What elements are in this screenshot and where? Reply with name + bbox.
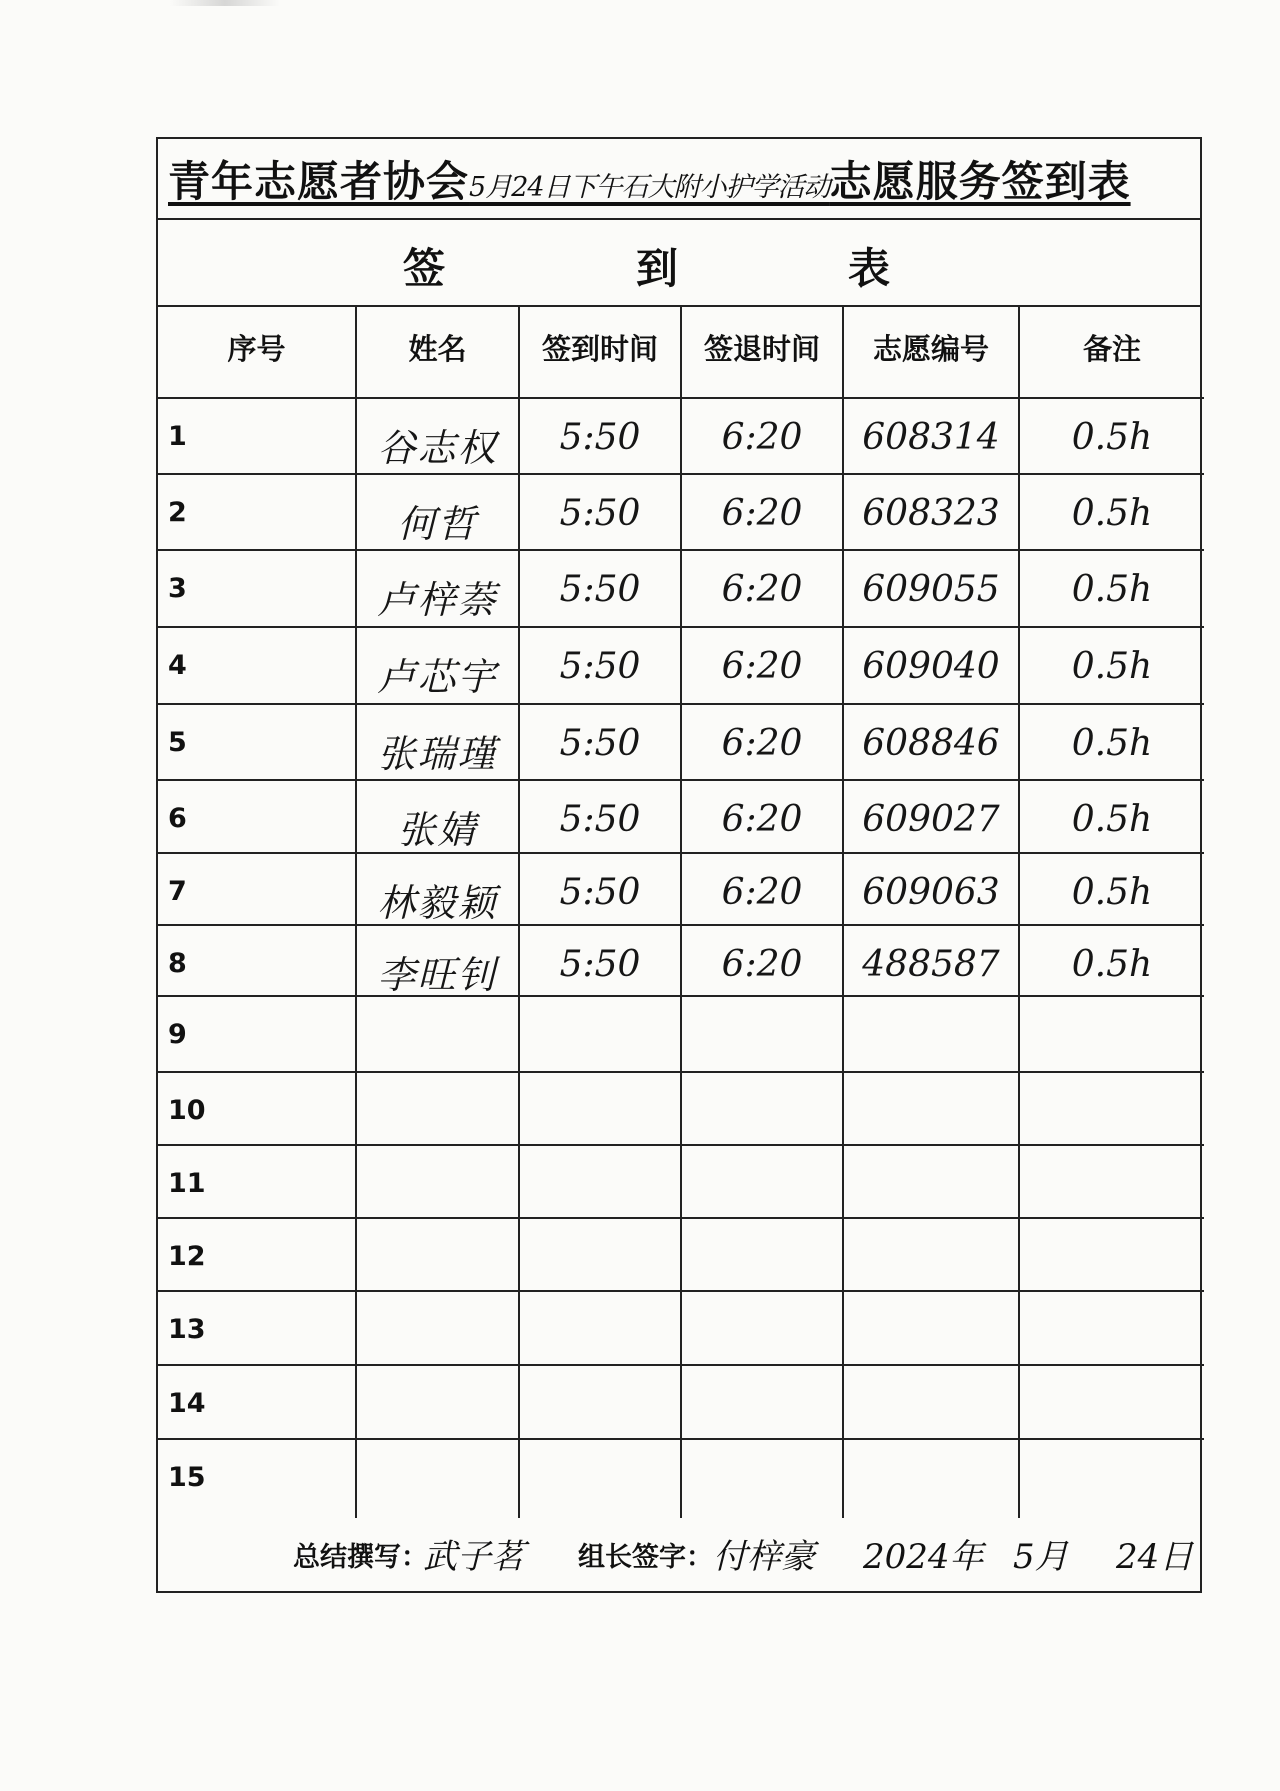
table-cell-no bbox=[158, 705, 357, 781]
handwritten-checkin: 5:50 bbox=[559, 872, 641, 913]
handwritten-volunteer-id: 488587 bbox=[862, 944, 1000, 985]
handwritten-name: 谷志权 bbox=[377, 426, 498, 470]
handwritten-name: 卢梓萘 bbox=[377, 578, 498, 622]
table-cell-note bbox=[1020, 475, 1204, 551]
table-cell-name bbox=[357, 854, 520, 926]
title-event-handwritten: 5月24日下午石大附小护学活动 bbox=[469, 172, 830, 203]
row-number: 3 bbox=[168, 573, 187, 604]
handwritten-volunteer-id: 609040 bbox=[862, 646, 1000, 687]
handwritten-checkin: 5:50 bbox=[559, 799, 641, 840]
handwritten-checkout: 6:20 bbox=[721, 569, 803, 610]
handwritten-volunteer-id: 608323 bbox=[862, 493, 1000, 534]
row-number: 5 bbox=[168, 727, 187, 758]
subtitle-char-3: 表 bbox=[848, 244, 891, 293]
summary-label: 总结撰写： bbox=[293, 1542, 428, 1573]
table-cell-note bbox=[1020, 551, 1204, 628]
leader-signature: 付梓豪 bbox=[713, 1537, 815, 1577]
date-month: 5月 bbox=[1013, 1537, 1069, 1577]
table-cell-no bbox=[158, 1219, 357, 1292]
table-cell-checkout bbox=[682, 926, 844, 997]
table-cell-no bbox=[158, 781, 357, 854]
subtitle-row bbox=[158, 220, 1200, 307]
table-cell-name bbox=[357, 705, 520, 781]
handwritten-note: 0.5h bbox=[1071, 872, 1153, 913]
table-cell-checkin bbox=[520, 1146, 682, 1219]
handwritten-checkout: 6:20 bbox=[721, 723, 803, 764]
table-cell-name bbox=[357, 399, 520, 475]
title-row bbox=[158, 139, 1200, 220]
table-cell-checkin bbox=[520, 628, 682, 705]
table-cell-note bbox=[1020, 628, 1204, 705]
header-cell-checkout bbox=[682, 307, 844, 399]
table-cell-no bbox=[158, 997, 357, 1073]
table-cell-checkout bbox=[682, 551, 844, 628]
header-cell-name bbox=[357, 307, 520, 399]
table-cell-volunteer-id bbox=[844, 1146, 1020, 1219]
table-cell-note bbox=[1020, 1292, 1204, 1366]
table-cell-checkout bbox=[682, 475, 844, 551]
scan-smudge bbox=[170, 0, 280, 6]
header-cell-note bbox=[1020, 307, 1204, 399]
title-org: 青年志愿者协会 bbox=[168, 157, 470, 206]
handwritten-note: 0.5h bbox=[1071, 417, 1153, 458]
handwritten-volunteer-id: 609055 bbox=[862, 569, 1000, 610]
date-day: 24日 bbox=[1116, 1537, 1194, 1577]
column-header: 志愿编号 bbox=[872, 332, 989, 366]
table-cell-no bbox=[158, 854, 357, 926]
handwritten-name: 张瑞瑾 bbox=[377, 732, 498, 776]
row-number: 8 bbox=[168, 948, 187, 979]
table-cell-name bbox=[357, 781, 520, 854]
table-cell-checkout bbox=[682, 997, 844, 1073]
sheet-title bbox=[168, 149, 1131, 209]
handwritten-note: 0.5h bbox=[1071, 799, 1153, 840]
column-header: 序号 bbox=[227, 332, 286, 366]
table-cell-note bbox=[1020, 1146, 1204, 1219]
table-cell-volunteer-id bbox=[844, 997, 1020, 1073]
row-number: 7 bbox=[168, 876, 187, 907]
handwritten-checkout: 6:20 bbox=[721, 872, 803, 913]
handwritten-name: 林毅颖 bbox=[377, 881, 498, 925]
table-cell-volunteer-id bbox=[844, 1366, 1020, 1440]
table-cell-checkin bbox=[520, 399, 682, 475]
table-cell-checkout bbox=[682, 1073, 844, 1146]
handwritten-note: 0.5h bbox=[1071, 493, 1153, 534]
column-header: 备注 bbox=[1082, 332, 1141, 366]
table-cell-name bbox=[357, 997, 520, 1073]
table-cell-name bbox=[357, 1219, 520, 1292]
table-cell-no bbox=[158, 1292, 357, 1366]
table-cell-checkin bbox=[520, 997, 682, 1073]
table-cell-checkin bbox=[520, 475, 682, 551]
table-cell-checkin bbox=[520, 1219, 682, 1292]
handwritten-name: 李旺钊 bbox=[377, 953, 498, 997]
header-cell-volunteer-id bbox=[844, 307, 1020, 399]
table-cell-volunteer-id bbox=[844, 1440, 1020, 1518]
table-cell-volunteer-id bbox=[844, 705, 1020, 781]
summary-signature: 武子茗 bbox=[423, 1537, 525, 1577]
table-cell-checkout bbox=[682, 628, 844, 705]
table-cell-checkin bbox=[520, 551, 682, 628]
table-cell-name bbox=[357, 1146, 520, 1219]
attendance-table bbox=[158, 307, 1200, 1518]
table-cell-no bbox=[158, 1073, 357, 1146]
table-cell-checkout bbox=[682, 854, 844, 926]
footer-row bbox=[158, 1515, 1200, 1591]
table-cell-note bbox=[1020, 926, 1204, 997]
handwritten-volunteer-id: 608846 bbox=[862, 723, 1000, 764]
row-number: 2 bbox=[168, 497, 187, 528]
table-cell-no bbox=[158, 1146, 357, 1219]
title-suffix: 志愿服务签到表 bbox=[829, 157, 1131, 206]
handwritten-checkin: 5:50 bbox=[559, 569, 641, 610]
handwritten-checkin: 5:50 bbox=[559, 646, 641, 687]
handwritten-note: 0.5h bbox=[1071, 944, 1153, 985]
handwritten-note: 0.5h bbox=[1071, 569, 1153, 610]
row-number: 6 bbox=[168, 803, 187, 834]
table-cell-no bbox=[158, 1440, 357, 1518]
table-cell-volunteer-id bbox=[844, 854, 1020, 926]
handwritten-checkout: 6:20 bbox=[721, 417, 803, 458]
table-cell-checkout bbox=[682, 1146, 844, 1219]
table-cell-checkout bbox=[682, 1292, 844, 1366]
date-year: 2024年 bbox=[863, 1537, 984, 1577]
table-cell-name bbox=[357, 1440, 520, 1518]
row-number: 12 bbox=[168, 1241, 206, 1272]
table-cell-note bbox=[1020, 1440, 1204, 1518]
handwritten-note: 0.5h bbox=[1071, 723, 1153, 764]
table-cell-name bbox=[357, 1292, 520, 1366]
handwritten-note: 0.5h bbox=[1071, 646, 1153, 687]
table-cell-checkout bbox=[682, 705, 844, 781]
table-cell-note bbox=[1020, 854, 1204, 926]
handwritten-checkin: 5:50 bbox=[559, 417, 641, 458]
handwritten-checkout: 6:20 bbox=[721, 944, 803, 985]
table-cell-no bbox=[158, 628, 357, 705]
table-cell-name bbox=[357, 475, 520, 551]
table-cell-name bbox=[357, 1366, 520, 1440]
subtitle-char-1: 签 bbox=[403, 244, 446, 293]
row-number: 14 bbox=[168, 1388, 206, 1419]
table-cell-checkout bbox=[682, 781, 844, 854]
table-cell-no bbox=[158, 399, 357, 475]
column-header: 姓名 bbox=[408, 332, 467, 366]
row-number: 13 bbox=[168, 1314, 206, 1345]
subtitle-char-2: 到 bbox=[636, 244, 679, 293]
table-cell-volunteer-id bbox=[844, 926, 1020, 997]
table-cell-no bbox=[158, 551, 357, 628]
table-cell-note bbox=[1020, 1366, 1204, 1440]
handwritten-checkout: 6:20 bbox=[721, 646, 803, 687]
handwritten-name: 张婧 bbox=[397, 808, 478, 852]
table-cell-note bbox=[1020, 399, 1204, 475]
table-cell-volunteer-id bbox=[844, 781, 1020, 854]
table-cell-note bbox=[1020, 997, 1204, 1073]
table-cell-name bbox=[357, 551, 520, 628]
handwritten-volunteer-id: 609063 bbox=[862, 872, 1000, 913]
table-cell-name bbox=[357, 628, 520, 705]
handwritten-checkin: 5:50 bbox=[559, 493, 641, 534]
table-cell-checkin bbox=[520, 1292, 682, 1366]
table-cell-volunteer-id bbox=[844, 551, 1020, 628]
table-cell-checkout bbox=[682, 399, 844, 475]
handwritten-checkout: 6:20 bbox=[721, 799, 803, 840]
row-number: 4 bbox=[168, 650, 187, 681]
table-cell-checkin bbox=[520, 705, 682, 781]
header-cell-no bbox=[158, 307, 357, 399]
table-cell-volunteer-id bbox=[844, 1219, 1020, 1292]
row-number: 15 bbox=[168, 1462, 206, 1493]
row-number: 10 bbox=[168, 1095, 206, 1126]
handwritten-checkout: 6:20 bbox=[721, 493, 803, 534]
table-cell-volunteer-id bbox=[844, 1073, 1020, 1146]
table-cell-volunteer-id bbox=[844, 628, 1020, 705]
table-cell-note bbox=[1020, 1219, 1204, 1292]
handwritten-volunteer-id: 608314 bbox=[862, 417, 1000, 458]
table-cell-checkin bbox=[520, 926, 682, 997]
table-cell-name bbox=[357, 1073, 520, 1146]
handwritten-checkin: 5:50 bbox=[559, 723, 641, 764]
table-cell-note bbox=[1020, 705, 1204, 781]
table-cell-checkin bbox=[520, 1073, 682, 1146]
table-cell-checkin bbox=[520, 1366, 682, 1440]
header-cell-checkin bbox=[520, 307, 682, 399]
handwritten-checkin: 5:50 bbox=[559, 944, 641, 985]
row-number: 9 bbox=[168, 1019, 187, 1050]
table-cell-volunteer-id bbox=[844, 475, 1020, 551]
row-number: 11 bbox=[168, 1168, 206, 1199]
table-cell-note bbox=[1020, 1073, 1204, 1146]
table-cell-note bbox=[1020, 781, 1204, 854]
table-cell-checkin bbox=[520, 1440, 682, 1518]
column-header: 签退时间 bbox=[703, 332, 820, 366]
handwritten-name: 何哲 bbox=[397, 502, 478, 546]
table-cell-checkin bbox=[520, 781, 682, 854]
leader-label: 组长签字： bbox=[578, 1542, 713, 1573]
table-cell-no bbox=[158, 926, 357, 997]
table-cell-checkout bbox=[682, 1219, 844, 1292]
column-header: 签到时间 bbox=[541, 332, 658, 366]
handwritten-name: 卢芯宇 bbox=[377, 655, 498, 699]
sign-in-sheet bbox=[156, 137, 1202, 1593]
table-cell-name bbox=[357, 926, 520, 997]
table-cell-checkin bbox=[520, 854, 682, 926]
row-number: 1 bbox=[168, 421, 187, 452]
table-cell-no bbox=[158, 475, 357, 551]
table-cell-volunteer-id bbox=[844, 1292, 1020, 1366]
table-cell-checkout bbox=[682, 1440, 844, 1518]
table-cell-no bbox=[158, 1366, 357, 1440]
table-cell-volunteer-id bbox=[844, 399, 1020, 475]
handwritten-volunteer-id: 609027 bbox=[862, 799, 1000, 840]
table-cell-checkout bbox=[682, 1366, 844, 1440]
